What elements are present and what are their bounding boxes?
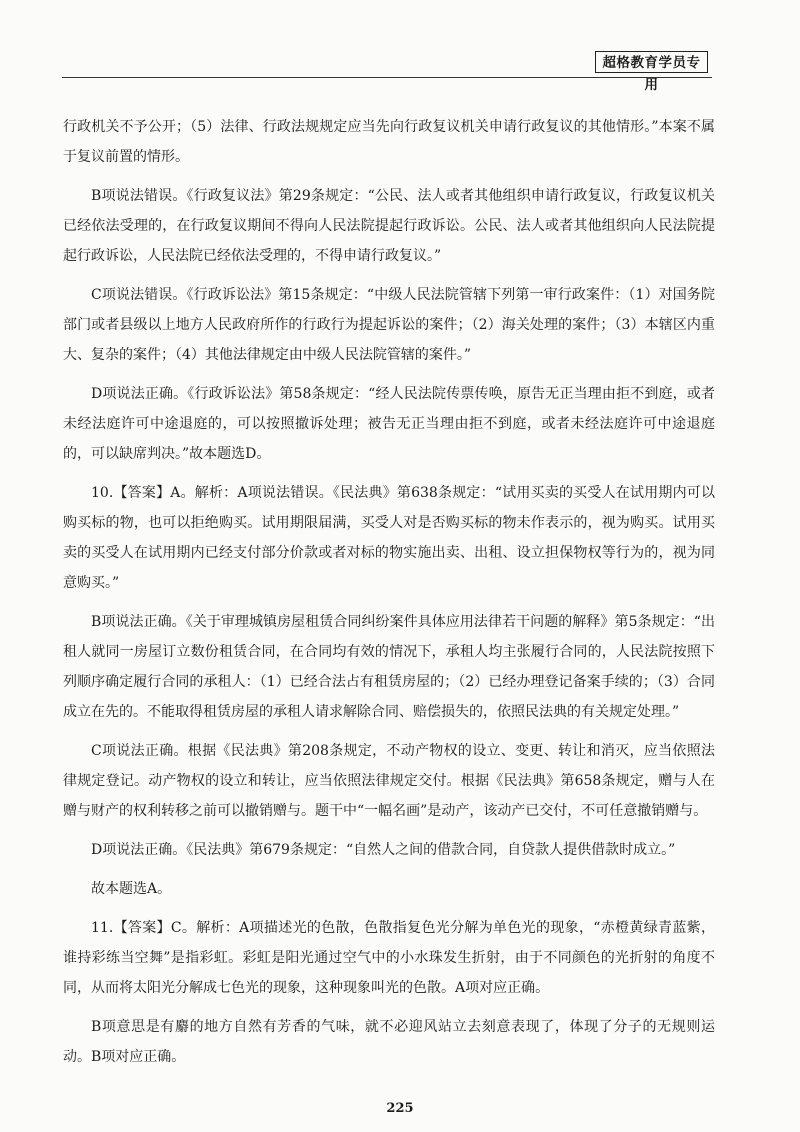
header-rule (62, 77, 712, 78)
page-body (63, 112, 715, 1081)
page-number: 225 (386, 1101, 414, 1116)
paragraph-continuation: 行政机关不予公开；（5）法律、行政法规规定应当先向行政复议机关申请行政复议的其他情形。”本案不属于复议前置的情形。 (63, 119, 715, 165)
paragraph-q11-answer: 11.【答案】C。解析：A项描述光的色散，色散指复色光分解为单色光的现象，“赤橙黄绿青蓝紫，谁持彩练当空舞”是指彩虹。彩虹是阳光通过空气中的小水珠发生折射，由于不同颜色的光折射的角度不同，从而将太阳光分解成七色光的现象，这种现象叫光的色散。A项对应正确。 (63, 920, 715, 996)
header-badge: 超格教育学员专用 (595, 51, 708, 73)
paragraph-q10-conclusion: 故本题选A。 (91, 881, 172, 897)
paragraph-q10-option-d: D项说法正确。《民法典》第679条规定：“自然人之间的借款合同，自贷款人提供借款时成立。” (91, 842, 676, 858)
paragraph-q9-option-d: D项说法正确。《行政诉讼法》第58条规定：“经人民法院传票传唤，原告无正当理由拒不到庭，或者未经法庭许可中途退庭的，可以按照撤诉处理；被告无正当理由拒不到庭，或者未经法庭许可中途退庭的，可以缺席判决。”故本题选D。 (63, 386, 715, 462)
paragraph-q10-option-c: C项说法正确。根据《民法典》第208条规定，不动产物权的设立、变更、转让和消灭，应当依照法律规定登记。动产物权的设立和转让，应当依照法律规定交付。根据《民法典》第658条规定，赠与人在赠与财产的权利转移之前可以撤销赠与。题干中“一幅名画”是动产，该动产已交付，不可任意撤销赠与。 (63, 743, 715, 819)
paragraph-q9-option-c: C项说法错误。《行政诉讼法》第15条规定：“中级人民法院管辖下列第一审行政案件：（1）对国务院部门或者县级以上地方人民政府所作的行政行为提起诉讼的案件；（2）海关处理的案件；（3）本辖区内重大、复杂的案件；（4）其他法律规定由中级人民法院管辖的案件。” (63, 287, 715, 363)
paragraph-q9-option-b: B项说法错误。《行政复议法》第29条规定：“公民、法人或者其他组织申请行政复议，行政复议机关已经依法受理的，在行政复议期间不得向人民法院提起行政诉讼。公民、法人或者其他组织向人民法院提起行政诉讼，人民法院已经依法受理的，不得申请行政复议。” (63, 188, 715, 264)
paragraph-q10-answer: 10.【答案】A。解析：A项说法错误。《民法典》第638条规定：“试用买卖的买受人在试用期内可以购买标的物，也可以拒绝购买。试用期限届满，买受人对是否购买标的物未作表示的，视为购买。试用买卖的买受人在试用期内已经支付部分价款或者对标的物实施出卖、出租、设立担保物权等行为的，视为同意购买。” (63, 485, 715, 591)
paragraph-q10-option-b: B项说法正确。《关于审理城镇房屋租赁合同纠纷案件具体应用法律若干问题的解释》第5条规定：“出租人就同一房屋订立数份租赁合同，在合同均有效的情况下，承租人均主张履行合同的，人民法院按照下列顺序确定履行合同的承租人：（1）已经合法占有租赁房屋的；（2）已经办理登记备案手续的；（3）合同成立在先的。不能取得租赁房屋的承租人请求解除合同、赔偿损失的，依照民法典的有关规定处理。” (63, 614, 715, 720)
paragraph-q11-option-b: B项意思是有麝的地方自然有芳香的气味，就不必迎风站立去刻意表现了，体现了分子的无规则运动。B项对应正确。 (63, 1019, 715, 1065)
